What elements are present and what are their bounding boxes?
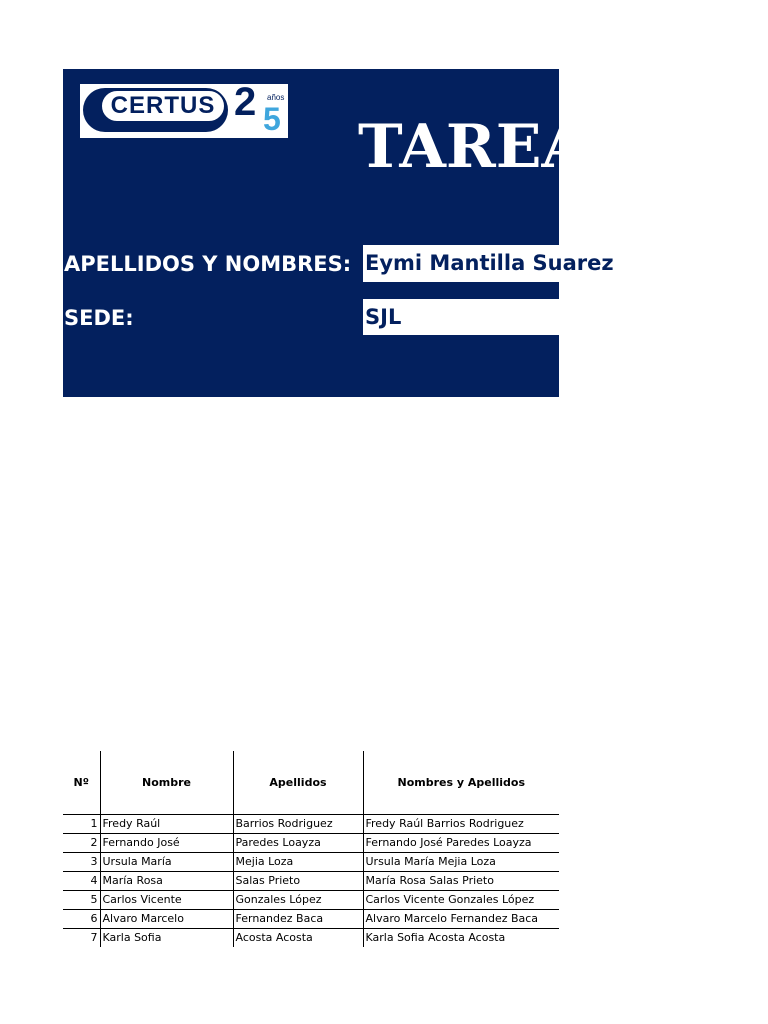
sede-label: SEDE: <box>64 306 134 330</box>
cell-nombres-apellidos[interactable]: Carlos Vicente Gonzales López <box>363 891 559 910</box>
cell-nombres-apellidos[interactable]: Karla Sofia Acosta Acosta <box>363 929 559 948</box>
name-label: APELLIDOS Y NOMBRES: <box>64 252 352 276</box>
header-number[interactable]: Nº <box>63 751 100 815</box>
cell-nombre[interactable]: María Rosa <box>100 872 233 891</box>
certus-logo <box>80 80 288 138</box>
header-nombre[interactable]: Nombre <box>100 751 233 815</box>
logo-brand-text: CERTUS <box>110 92 216 119</box>
header-apellidos[interactable]: Apellidos <box>233 751 363 815</box>
page-title: TAREA <box>358 112 589 182</box>
logo-anniversary-digit-5: 5 <box>263 101 281 137</box>
logo-anniversary-label: años <box>267 93 285 102</box>
cell-nombre[interactable]: Ursula María <box>100 853 233 872</box>
cell-apellidos[interactable]: Barrios Rodriguez <box>233 815 363 834</box>
cell-nombres-apellidos[interactable]: María Rosa Salas Prieto <box>363 872 559 891</box>
table-header-row <box>63 751 559 815</box>
cell-number[interactable]: 2 <box>63 834 100 853</box>
cell-nombres-apellidos[interactable]: Ursula María Mejia Loza <box>363 853 559 872</box>
cell-nombre[interactable]: Fredy Raúl <box>100 815 233 834</box>
header-nombres-apellidos[interactable]: Nombres y Apellidos <box>363 751 559 815</box>
cell-apellidos[interactable]: Salas Prieto <box>233 872 363 891</box>
header-banner <box>63 69 614 397</box>
cell-number[interactable]: 1 <box>63 815 100 834</box>
cell-nombres-apellidos[interactable]: Fredy Raúl Barrios Rodriguez <box>363 815 559 834</box>
cell-nombre[interactable]: Alvaro Marcelo <box>100 910 233 929</box>
cell-apellidos[interactable]: Mejia Loza <box>233 853 363 872</box>
cell-nombres-apellidos[interactable]: Alvaro Marcelo Fernandez Baca <box>363 910 559 929</box>
cell-apellidos[interactable]: Paredes Loayza <box>233 834 363 853</box>
cell-number[interactable]: 5 <box>63 891 100 910</box>
cell-apellidos[interactable]: Acosta Acosta <box>233 929 363 948</box>
cell-nombre[interactable]: Carlos Vicente <box>100 891 233 910</box>
cell-number[interactable]: 4 <box>63 872 100 891</box>
table-row <box>63 815 559 834</box>
logo-anniversary-digit-2: 2 <box>234 80 257 124</box>
cell-number[interactable]: 7 <box>90 931 98 944</box>
table-row <box>63 891 559 910</box>
name-value: Eymi Mantilla Suarez <box>365 251 614 275</box>
sede-value-cell[interactable] <box>363 299 563 335</box>
sede-value: SJL <box>365 305 402 329</box>
cell-nombre[interactable]: Fernando José <box>100 834 233 853</box>
table-row <box>63 910 559 929</box>
name-value-cell[interactable] <box>363 245 614 282</box>
cell-number[interactable]: 3 <box>63 853 100 872</box>
cell-apellidos[interactable]: Fernandez Baca <box>233 910 363 929</box>
cell-nombre[interactable]: Karla Sofia <box>100 929 233 948</box>
table-row <box>63 929 559 948</box>
cell-apellidos[interactable]: Gonzales López <box>233 891 363 910</box>
students-table <box>63 751 559 947</box>
table-row <box>63 872 559 891</box>
table-row <box>63 834 559 853</box>
table-row <box>63 853 559 872</box>
cell-nombres-apellidos[interactable]: Fernando José Paredes Loayza <box>363 834 559 853</box>
cell-number[interactable]: 6 <box>63 910 100 929</box>
